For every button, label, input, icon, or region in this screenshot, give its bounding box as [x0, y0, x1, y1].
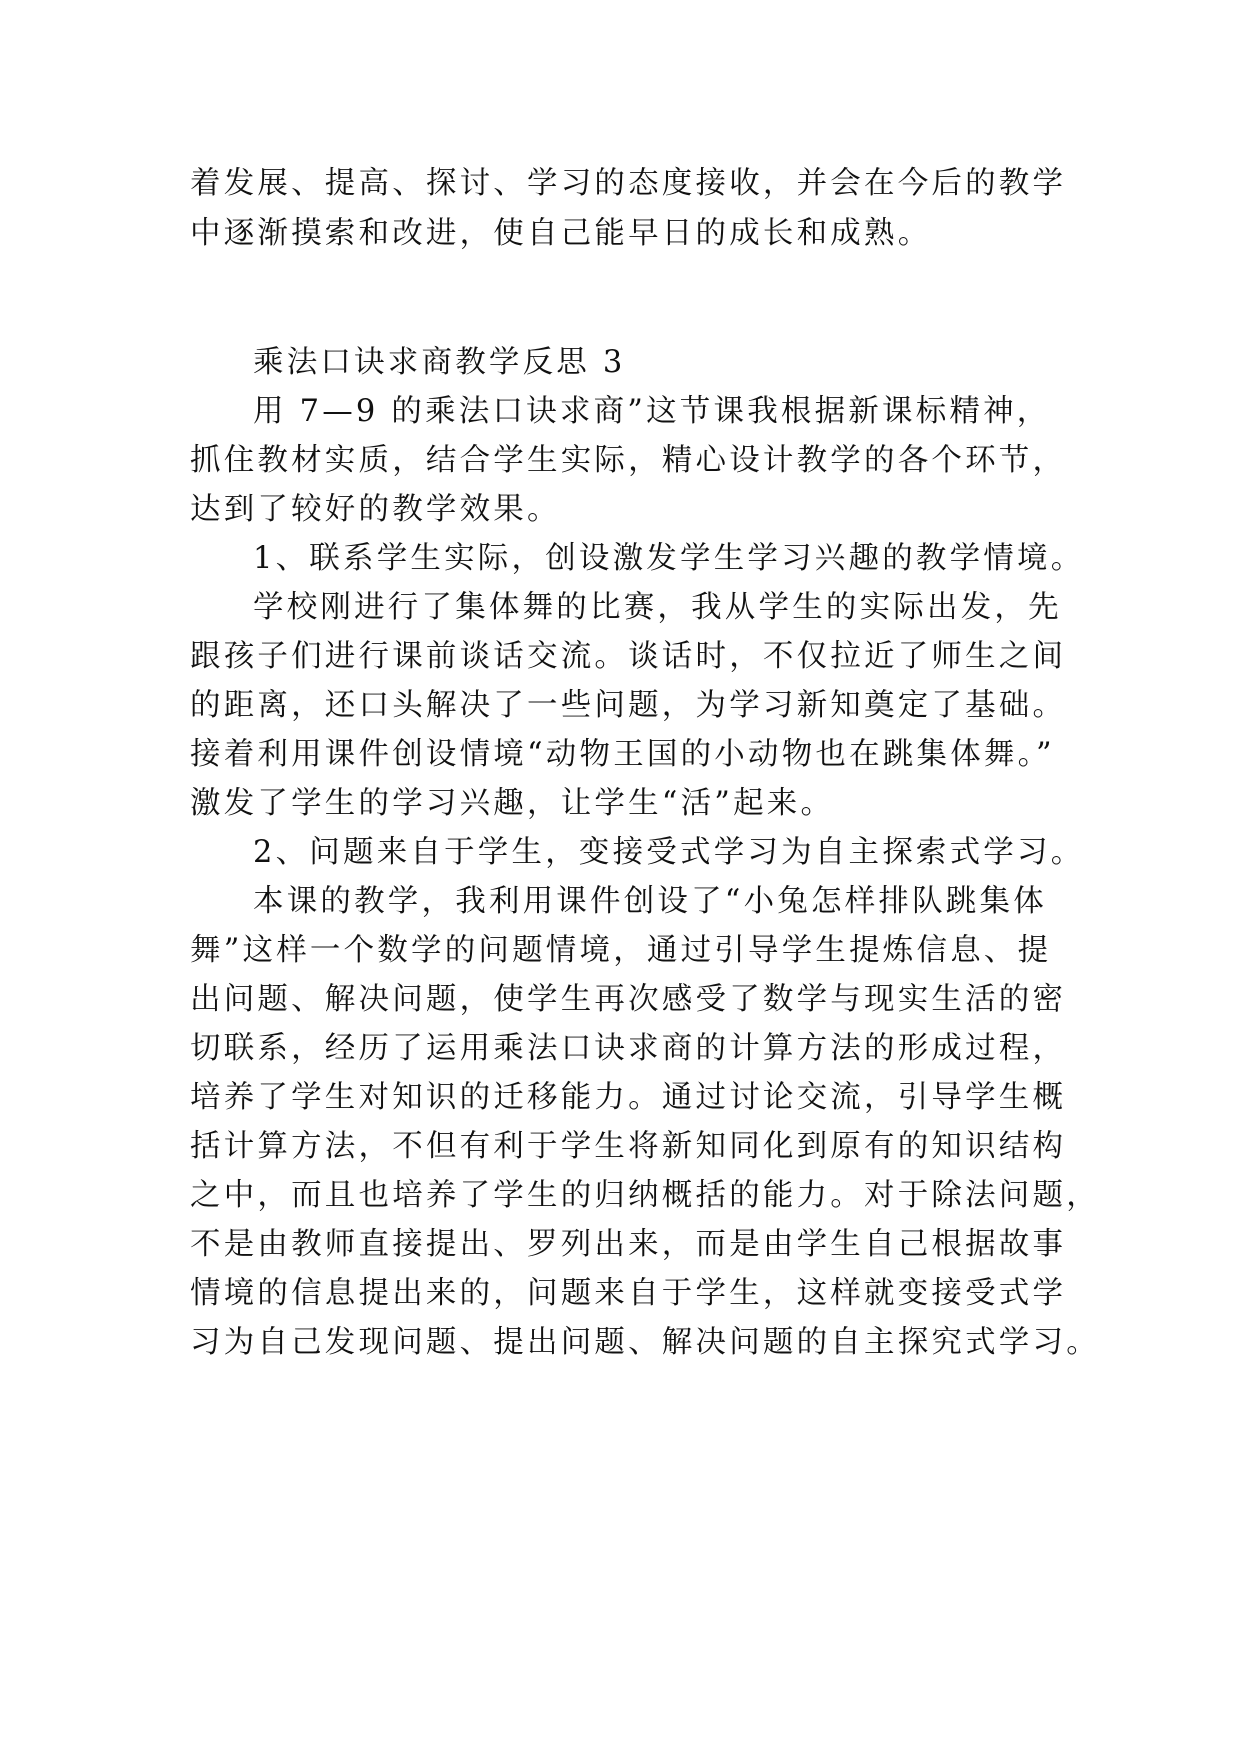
paragraph-line: 学校刚进行了集体舞的比赛，我从学生的实际出发，先	[253, 590, 1062, 625]
paragraph-line: 培养了学生对知识的迁移能力。通过讨论交流，引导学生概	[190, 1080, 1067, 1115]
section-title: 乘法口诀求商教学反思 3	[253, 345, 626, 380]
paragraph-line: 接着利用课件创设情境“动物王国的小动物也在跳集体舞。”	[190, 737, 1055, 772]
paragraph-line: 的距离，还口头解决了一些问题，为学习新知奠定了基础。	[190, 688, 1067, 723]
paragraph-line: 舞”这样一个数学的问题情境，通过引导学生提炼信息、提	[190, 933, 1052, 968]
paragraph-line: 激发了学生的学习兴趣，让学生“活”起来。	[190, 786, 835, 821]
paragraph-line: 抓住教材实质，结合学生实际，精心设计教学的各个环节，	[190, 443, 1067, 478]
paragraph-line: 切联系，经历了运用乘法口诀求商的计算方法的形成过程，	[190, 1031, 1067, 1066]
paragraph-line: 着发展、提高、探讨、学习的态度接收，并会在今后的教学	[190, 166, 1067, 201]
paragraph-line: 出问题、解决问题，使学生再次感受了数学与现实生活的密	[190, 982, 1067, 1017]
paragraph-line: 不是由教师直接提出、罗列出来，而是由学生自己根据故事	[190, 1227, 1067, 1262]
paragraph-line: 本课的教学，我利用课件创设了“小兔怎样排队跳集体	[253, 884, 1047, 919]
paragraph-line: 之中，而且也培养了学生的归纳概括的能力。对于除法问题，	[190, 1178, 1100, 1213]
paragraph-line: 达到了较好的教学效果。	[190, 492, 561, 527]
paragraph-line: 习为自己发现问题、提出问题、解决问题的自主探究式学习。	[190, 1325, 1100, 1360]
numbered-heading: 1、联系学生实际，创设激发学生学习兴趣的教学情境。	[253, 541, 1085, 576]
paragraph-line: 情境的信息提出来的，问题来自于学生，这样就变接受式学	[190, 1276, 1067, 1311]
paragraph-line: 跟孩子们进行课前谈话交流。谈话时，不仅拉近了师生之间	[190, 639, 1067, 674]
numbered-heading: 2、问题来自于学生，变接受式学习为自主探索式学习。	[253, 835, 1085, 870]
paragraph-line: 括计算方法，不但有利于学生将新知同化到原有的知识结构	[190, 1129, 1067, 1164]
paragraph-line: 中逐渐摸索和改进，使自己能早日的成长和成熟。	[190, 216, 932, 251]
paragraph-line: 用 7—9 的乘法口诀求商”这节课我根据新课标精神，	[253, 394, 1051, 429]
